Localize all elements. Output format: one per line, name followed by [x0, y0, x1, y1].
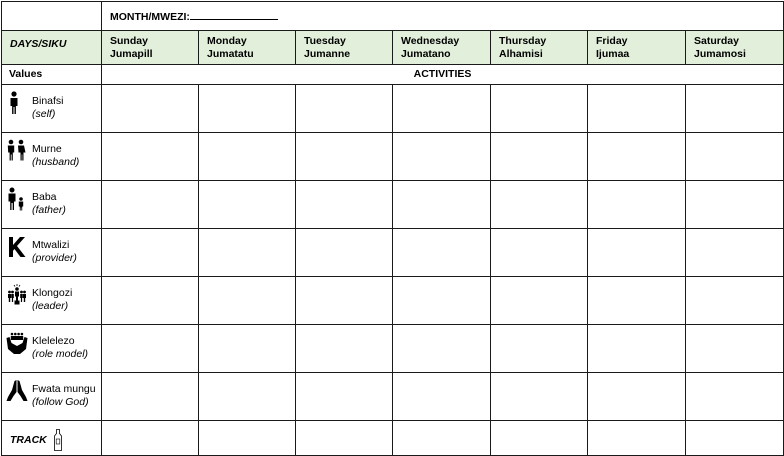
activity-cell[interactable] [199, 133, 296, 181]
value-name: Binafsi [32, 95, 64, 107]
table-row [2, 373, 784, 421]
value-subtitle: (self) [32, 108, 56, 120]
day-header-saturday [686, 31, 784, 65]
activities-header-cell [102, 65, 784, 85]
day-name-sw: Alhamisi [499, 48, 543, 60]
activity-cell[interactable] [199, 181, 296, 229]
activity-cell[interactable] [102, 85, 199, 133]
parent-child-icon [6, 187, 28, 211]
day-name-sw: Jumatano [401, 48, 451, 60]
value-name: Mtwalizi [32, 239, 70, 251]
value-subtitle: (leader) [32, 300, 69, 312]
value-name: Murne [32, 143, 62, 155]
value-subtitle: (husband) [32, 156, 80, 168]
activity-cell[interactable] [588, 181, 686, 229]
track-activity-cell[interactable] [588, 421, 686, 456]
value-cell-husband [2, 133, 102, 181]
day-name-en: Monday [207, 35, 247, 47]
letter-k-icon [6, 235, 28, 259]
activity-cell[interactable] [102, 181, 199, 229]
table-row [2, 325, 784, 373]
value-subtitle: (father) [32, 204, 66, 216]
track-cell [2, 421, 102, 456]
month-label: MONTH/MWEZI: [110, 11, 190, 23]
value-subtitle: (provider) [32, 252, 77, 264]
activity-cell[interactable] [491, 133, 588, 181]
activity-cell[interactable] [588, 229, 686, 277]
hands-people-icon [6, 331, 28, 355]
value-cell-leader [2, 277, 102, 325]
activity-cell[interactable] [296, 133, 393, 181]
activity-cell[interactable] [491, 373, 588, 421]
value-name: Baba [32, 191, 57, 203]
activity-cell[interactable] [102, 277, 199, 325]
activity-cell[interactable] [393, 181, 491, 229]
track-activity-cell[interactable] [296, 421, 393, 456]
table-row [2, 133, 784, 181]
day-header-tuesday [296, 31, 393, 65]
day-header-wednesday [393, 31, 491, 65]
day-header-friday [588, 31, 686, 65]
day-name-en: Thursday [499, 35, 547, 47]
day-name-sw: Jumamosi [694, 48, 746, 60]
activity-cell[interactable] [686, 181, 784, 229]
month-input-line[interactable] [190, 10, 278, 20]
activity-cell[interactable] [296, 325, 393, 373]
corner-cell [2, 2, 102, 31]
days-label: DAYS/SIKU [10, 38, 67, 50]
activity-cell[interactable] [102, 373, 199, 421]
day-name-en: Wednesday [401, 35, 460, 47]
activity-cell[interactable] [393, 85, 491, 133]
activity-cell[interactable] [393, 277, 491, 325]
activity-cell[interactable] [296, 181, 393, 229]
activity-cell[interactable] [393, 373, 491, 421]
table-row [2, 85, 784, 133]
value-cell-follow-god [2, 373, 102, 421]
leader-icon [6, 283, 28, 307]
value-subtitle: (role model) [32, 348, 89, 360]
activity-cell[interactable] [296, 277, 393, 325]
table-row [2, 181, 784, 229]
activity-cell[interactable] [686, 277, 784, 325]
day-name-en: Sunday [110, 35, 148, 47]
activity-cell[interactable] [491, 277, 588, 325]
activity-cell[interactable] [686, 373, 784, 421]
table-row [2, 229, 784, 277]
value-cell-self [2, 85, 102, 133]
track-activity-cell[interactable] [199, 421, 296, 456]
activity-cell[interactable] [102, 229, 199, 277]
activity-cell[interactable] [199, 277, 296, 325]
value-name: Klelelezo [32, 335, 75, 347]
activity-cell[interactable] [588, 373, 686, 421]
track-activity-cell[interactable] [393, 421, 491, 456]
day-name-en: Saturday [694, 35, 739, 47]
day-name-sw: Ijumaa [596, 48, 630, 60]
track-activity-cell[interactable] [491, 421, 588, 456]
activity-cell[interactable] [393, 325, 491, 373]
track-activity-cell[interactable] [686, 421, 784, 456]
activity-cell[interactable] [686, 229, 784, 277]
day-name-sw: Jumapill [110, 48, 153, 60]
values-label: Values [9, 68, 43, 80]
value-cell-role-model [2, 325, 102, 373]
activity-cell[interactable] [199, 325, 296, 373]
couple-icon [6, 139, 28, 163]
day-header-monday [199, 31, 296, 65]
day-name-en: Tuesday [304, 35, 346, 47]
track-label: TRACK [10, 434, 47, 446]
day-name-en: Friday [596, 35, 628, 47]
activity-cell[interactable] [296, 229, 393, 277]
activity-cell[interactable] [686, 85, 784, 133]
activity-cell[interactable] [102, 325, 199, 373]
values-header-cell [2, 65, 102, 85]
activity-cell[interactable] [199, 229, 296, 277]
day-header-thursday [491, 31, 588, 65]
activity-cell[interactable] [491, 229, 588, 277]
activity-cell[interactable] [296, 373, 393, 421]
activity-cell[interactable] [102, 133, 199, 181]
activity-cell[interactable] [588, 133, 686, 181]
day-name-sw: Jumatatu [207, 48, 254, 60]
value-name: Klongozi [32, 287, 73, 299]
days-header-cell [2, 31, 102, 65]
activity-cell[interactable] [199, 373, 296, 421]
activity-cell[interactable] [393, 133, 491, 181]
table-row [2, 277, 784, 325]
activity-cell[interactable] [491, 325, 588, 373]
activity-cell[interactable] [296, 85, 393, 133]
activity-cell[interactable] [588, 325, 686, 373]
value-subtitle: (follow God) [32, 396, 89, 408]
bottle-icon [53, 429, 63, 451]
value-name: Fwata mungu [32, 383, 96, 395]
value-cell-father [2, 181, 102, 229]
month-cell [102, 2, 784, 31]
activity-cell[interactable] [588, 277, 686, 325]
activity-cell[interactable] [199, 85, 296, 133]
activities-label: ACTIVITIES [413, 68, 472, 80]
table-row [2, 421, 784, 456]
day-header-sunday [102, 31, 199, 65]
activity-cell[interactable] [588, 85, 686, 133]
value-cell-provider [2, 229, 102, 277]
activity-cell[interactable] [686, 325, 784, 373]
activity-cell[interactable] [491, 85, 588, 133]
activity-cell[interactable] [491, 181, 588, 229]
praying-hands-icon [6, 379, 28, 403]
activity-cell[interactable] [393, 229, 491, 277]
person-icon [6, 91, 28, 115]
activity-cell[interactable] [686, 133, 784, 181]
activity-tracker-table [1, 1, 784, 456]
day-name-sw: Jumanne [304, 48, 351, 60]
track-activity-cell[interactable] [102, 421, 199, 456]
